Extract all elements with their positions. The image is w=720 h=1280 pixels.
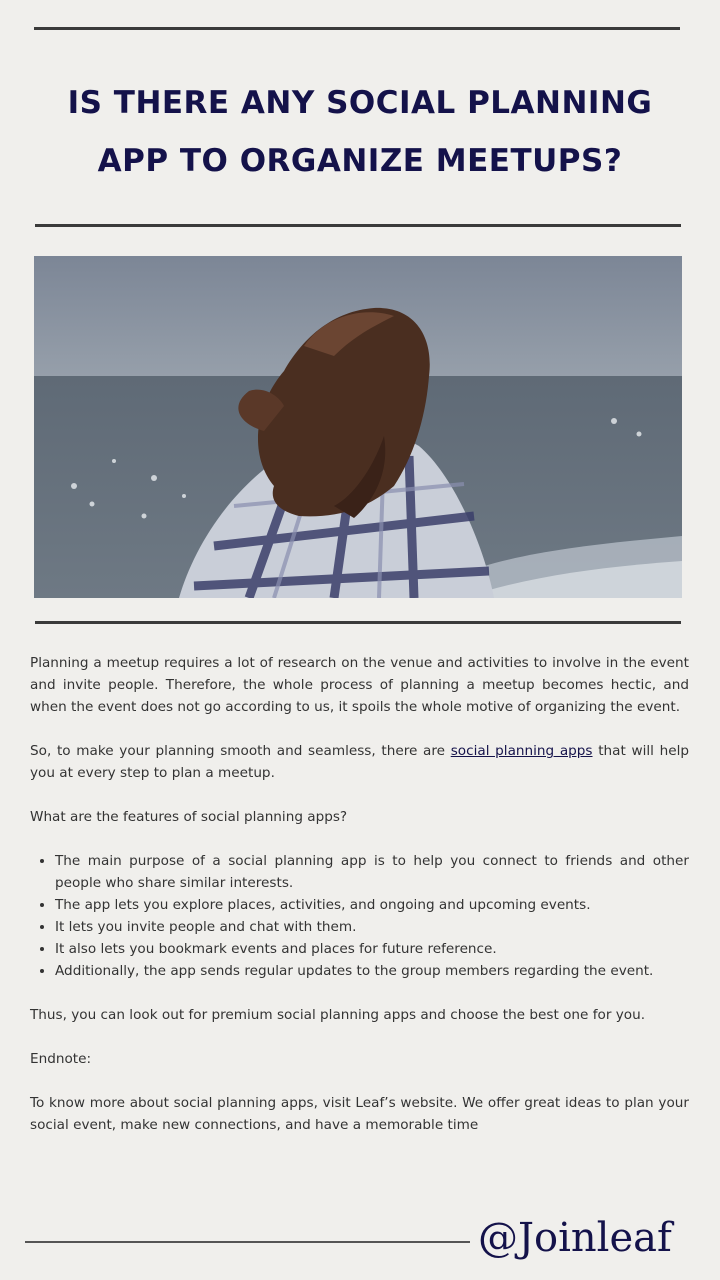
list-item: • Additionally, the app sends regular updates to the group members regarding the event. [55, 960, 689, 982]
page-title [20, 74, 700, 190]
title-divider [35, 224, 681, 227]
features-list [30, 850, 689, 982]
brand-handle: @Joinleaf [478, 1215, 672, 1261]
list-item: • The app lets you explore places, activities, and ongoing and upcoming events. [55, 894, 689, 916]
title-line-2: APP TO ORGANIZE MEETUPS? [97, 143, 623, 179]
title-line-1: IS THERE ANY SOCIAL PLANNING [67, 85, 653, 121]
apps-paragraph [30, 740, 689, 784]
list-item: • It lets you invite people and chat with them. [55, 916, 689, 938]
intro-paragraph: Planning a meetup requires a lot of research on the venue and activities to involve in the event and invite people. Therefore, the whole process of planning a meetup becomes hectic, and when the event does not go according to us, it spoils the whole motive of organizing the event. [30, 655, 689, 715]
footer-divider [25, 1241, 470, 1243]
list-item: • It also lets you bookmark events and places for future reference. [55, 938, 689, 960]
article-body [30, 652, 689, 1158]
list-item: • The main purpose of a social planning app is to help you connect to friends and other people who share similar interests. [55, 850, 689, 894]
endnote-label: Endnote: [30, 1051, 92, 1067]
social-planning-apps-link[interactable]: social planning apps [450, 743, 593, 759]
hero-image [34, 256, 682, 598]
top-divider [34, 27, 680, 30]
image-divider [35, 621, 681, 624]
hero-illustration [34, 256, 682, 598]
endnote-paragraph: To know more about social planning apps, visit Leaf’s website. We offer great ideas to plan your social event, make new connections, and have a memorable time [30, 1095, 689, 1133]
features-heading: What are the features of social planning apps? [30, 809, 348, 825]
conclusion-paragraph: Thus, you can look out for premium social planning apps and choose the best one for you. [30, 1007, 646, 1023]
apps-paragraph-end: that will help you at every step to plan a meetup. [30, 743, 690, 781]
apps-paragraph-start: So, to make your planning smooth and seamless, there are [30, 743, 451, 759]
